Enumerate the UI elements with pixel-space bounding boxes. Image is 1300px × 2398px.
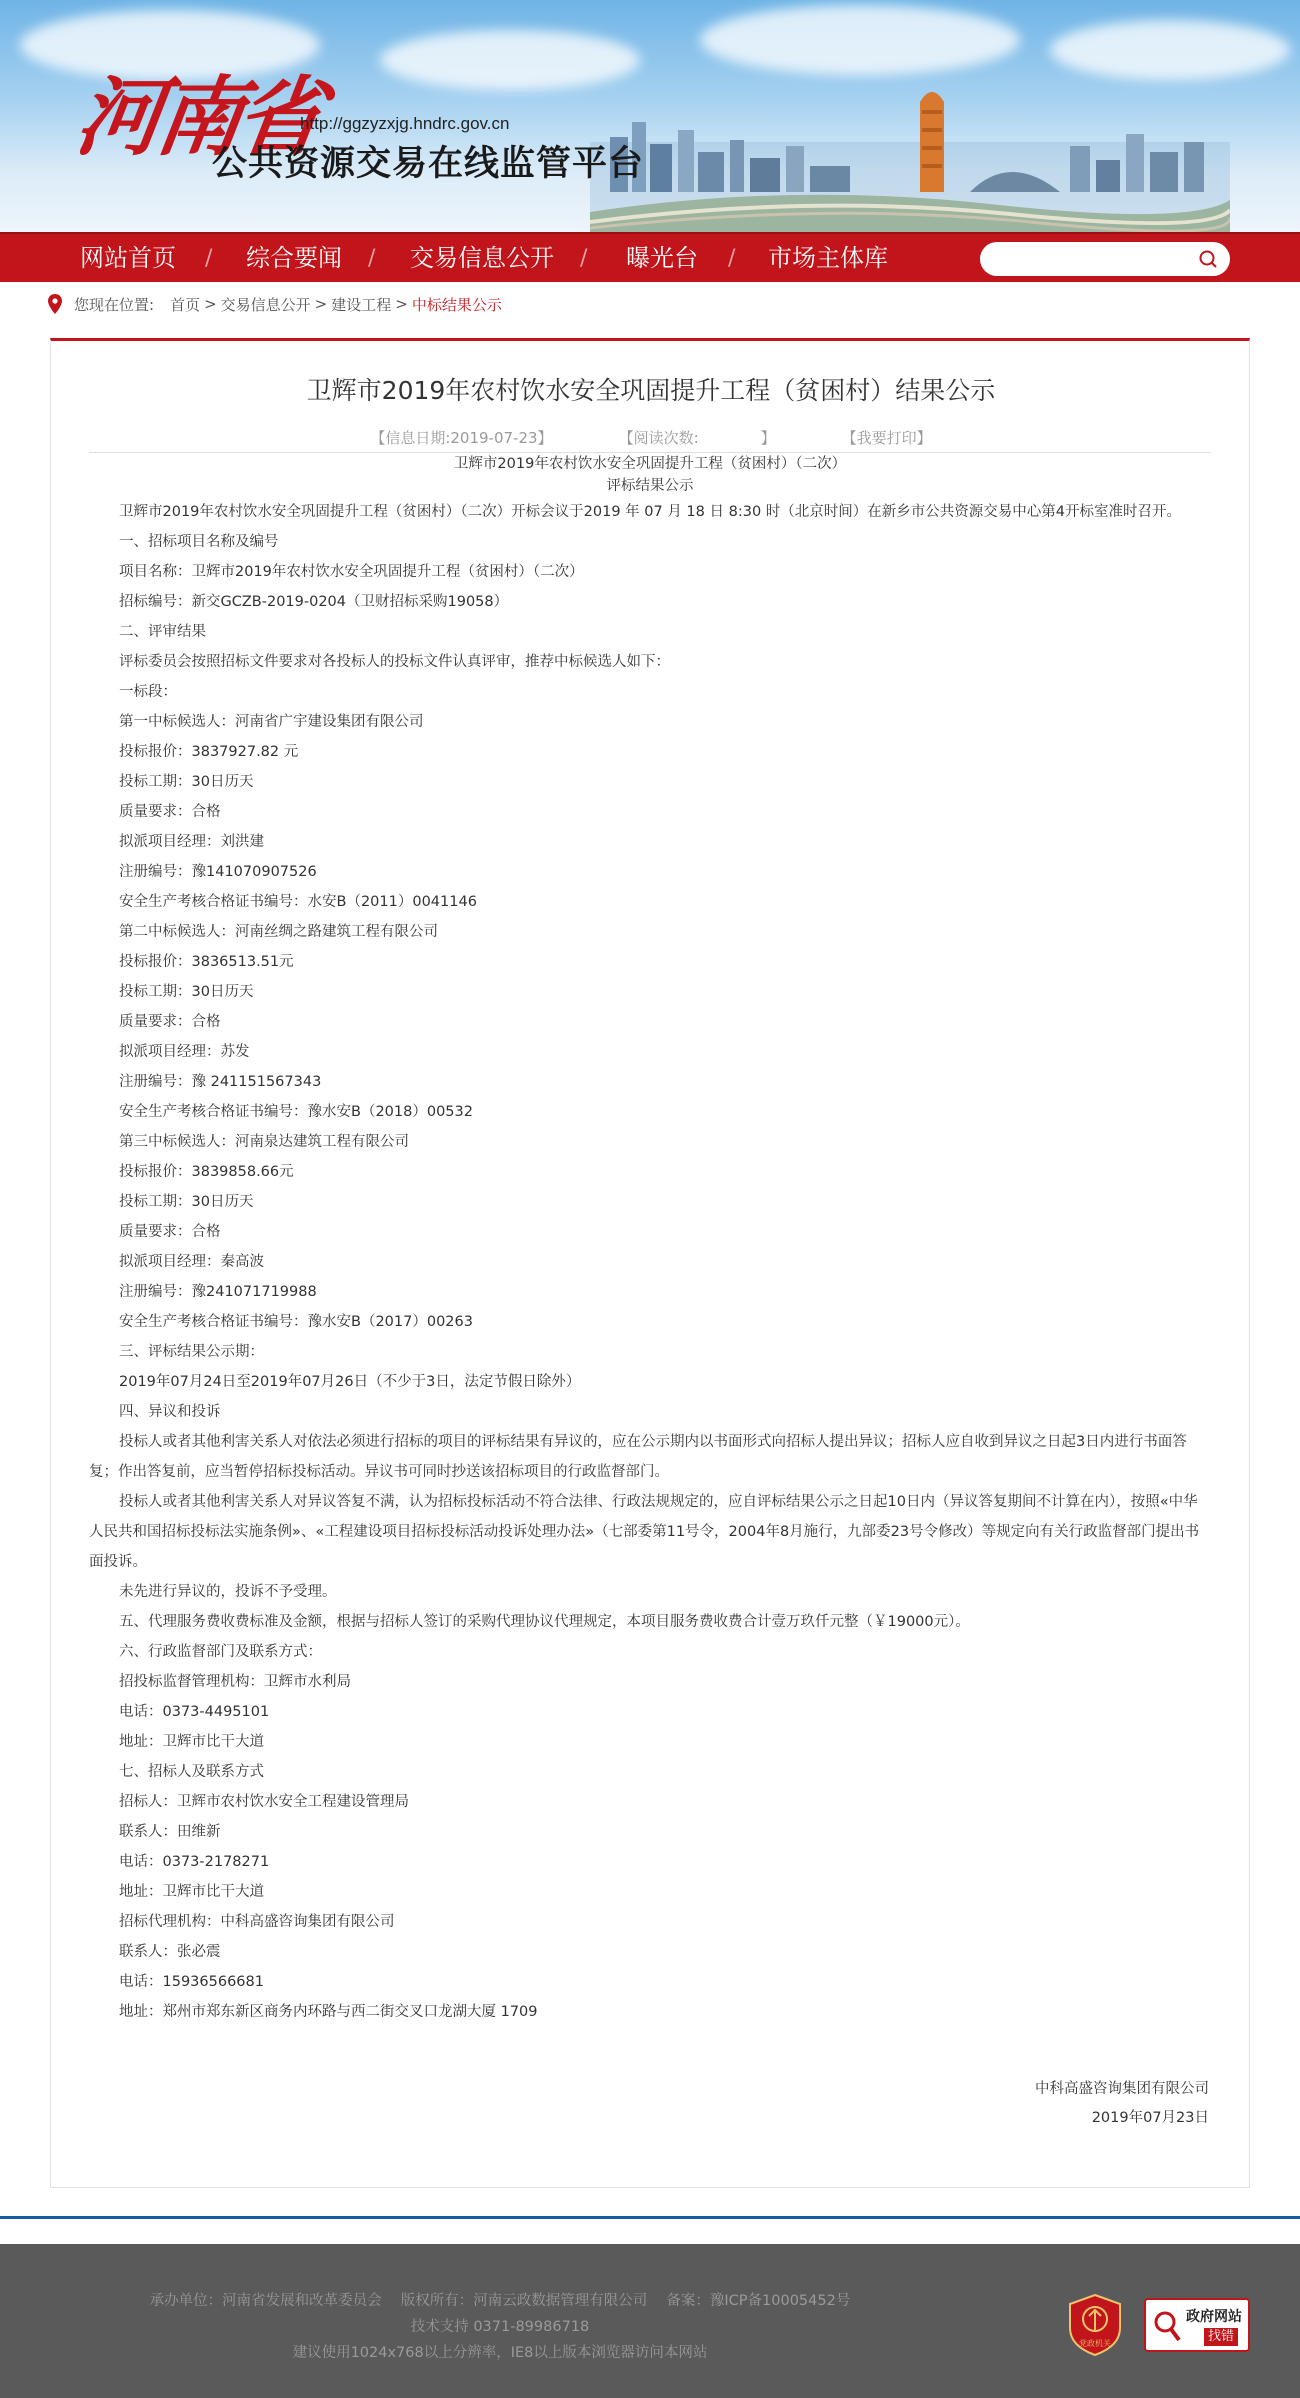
article-line: 电话：0373-4495101 — [119, 1704, 270, 1720]
article-line: 一标段： — [119, 684, 177, 700]
header-banner — [0, 0, 1300, 232]
article-line: 注册编号：豫241071719988 — [119, 1284, 317, 1300]
article-meta — [51, 427, 1251, 448]
nav-item-news[interactable]: 综合要闻 — [246, 244, 342, 272]
article-line: 评标委员会按照招标文件要求对各投标人的投标文件认真评审，推荐中标候选人如下： — [119, 654, 670, 670]
article-line: 安全生产考核合格证书编号：豫水安B（2017）00263 — [119, 1314, 473, 1330]
article-date: 【信息日期:2019-07-23】 — [370, 429, 553, 447]
party-badge-label: 党政机关 — [1079, 2339, 1111, 2348]
article-line: 联系人：张必震 — [119, 1944, 221, 1960]
article-line: 拟派项目经理：苏发 — [119, 1044, 250, 1060]
print-link[interactable]: 【我要打印】 — [841, 429, 932, 447]
article-line: 五、代理服务费收费标准及金额，根据与招标人签订的采购代理协议代理规定，本项目服务费收费合计壹万玖仟元整（￥19000元）。 — [119, 1614, 970, 1630]
nav-item-transaction-info[interactable]: 交易信息公开 — [410, 244, 554, 272]
article-line: 招投标监督管理机构：卫辉市水利局 — [119, 1674, 351, 1690]
article-line: 注册编号：豫 241151567343 — [119, 1074, 322, 1090]
party-government-badge-icon[interactable] — [1068, 2294, 1122, 2356]
views-close: 】 — [760, 429, 776, 447]
article-body — [89, 453, 1211, 2133]
main-nav — [0, 232, 1300, 282]
article-line: 投标报价：3839858.66元 — [119, 1164, 294, 1180]
search-icon[interactable] — [1198, 249, 1218, 269]
article-line: 六、行政监督部门及联系方式： — [119, 1644, 322, 1660]
nav-separator: / — [728, 246, 736, 271]
article-subtitle-2: 评标结果公示 — [606, 478, 694, 494]
breadcrumb-separator: > — [204, 295, 217, 313]
site-title: 公共资源交易在线监管平台 — [212, 144, 645, 184]
article-line: 拟派项目经理：秦高波 — [119, 1254, 264, 1270]
breadcrumb-construction[interactable]: 建设工程 — [331, 295, 392, 314]
article-line: 招标编号：新交GCZB-2019-0204（卫财招标采购19058） — [119, 594, 509, 610]
breadcrumb-separator: > — [314, 295, 328, 313]
nav-item-market-entities[interactable]: 市场主体库 — [768, 244, 888, 272]
nav-separator: / — [368, 246, 376, 271]
article-line: 地址：卫辉市比干大道 — [119, 1734, 264, 1750]
article-line: 质量要求：合格 — [119, 1014, 221, 1030]
article-line: 质量要求：合格 — [119, 804, 221, 820]
article-line: 质量要求：合格 — [119, 1224, 221, 1240]
article-line: 投标工期：30日历天 — [119, 1194, 254, 1210]
breadcrumb-transaction-info[interactable]: 交易信息公开 — [220, 295, 311, 314]
gov-badge-title: 政府网站 — [1186, 2309, 1242, 2325]
article-line: 地址：郑州市郑东新区商务内环路与西二街交叉口龙湖大厦 1709 — [119, 2004, 538, 2020]
nav-separator: / — [580, 246, 588, 271]
article-line: 一、招标项目名称及编号 — [119, 534, 279, 550]
article-views — [619, 427, 776, 448]
footer — [0, 2244, 1300, 2398]
article-line: 招标代理机构：中科高盛咨询集团有限公司 — [119, 1914, 395, 1930]
site-url: http://ggzyzxjg.hndrc.gov.cn — [300, 114, 510, 133]
gov-site-error-report-badge[interactable] — [1144, 2298, 1250, 2352]
article-line: 投标报价：3837927.82 元 — [119, 744, 299, 760]
article-line: 二、评审结果 — [119, 624, 206, 640]
search-box — [980, 242, 1230, 276]
footer-support: 技术支持 0371-89986718 — [410, 2319, 590, 2335]
magnifier-icon — [1152, 2308, 1182, 2344]
article-line: 项目名称：卫辉市2019年农村饮水安全巩固提升工程（贫困村）（二次） — [119, 564, 584, 580]
breadcrumb-home[interactable]: 首页 — [170, 295, 201, 314]
article-title: 卫辉市2019年农村饮水安全巩固提升工程（贫困村）结果公示 — [306, 376, 996, 405]
article-line: 安全生产考核合格证书编号：水安B（2011）0041146 — [119, 894, 477, 910]
breadcrumb-current[interactable]: 中标结果公示 — [411, 295, 502, 314]
article-line: 电话：15936566681 — [119, 1974, 264, 1990]
article-line: 联系人：田维新 — [119, 1824, 221, 1840]
breadcrumb-prefix: 您现在位置: — [74, 295, 155, 314]
article-line: 投标报价：3836513.51元 — [119, 954, 294, 970]
article-line: 第三中标候选人：河南泉达建筑工程有限公司 — [119, 1134, 409, 1150]
article-intro: 卫辉市2019年农村饮水安全巩固提升工程（贫困村）（二次）开标会议于2019 年 07 月 18 日 8:30 时（北京时间）在新乡市公共资源交易中心第4开标室准时召开。 — [119, 504, 1181, 520]
nav-item-exposure[interactable]: 曝光台 — [626, 244, 698, 272]
footer-divider — [0, 2216, 1300, 2219]
article-line: 拟派项目经理：刘洪建 — [119, 834, 264, 850]
logo-henan: 河南省 — [69, 67, 325, 168]
complaint-paragraph: 投标人或者其他利害关系人对异议答复不满，认为招标投标活动不符合法律、行政法规规定的，应自评标结果公示之日起10日内（异议答复期间不计算在内），按照«中华人民共和国招标投标法实施条例»、«工程建设项目招标投标活动投诉处理办法»（七部委第11号令，2004年8月施行，九部委23号令修改）等规定向有关行政监督部门提出书面投诉。 — [89, 1494, 1200, 1570]
article-line: 未先进行异议的，投诉不予受理。 — [119, 1584, 337, 1600]
article-line: 第一中标候选人：河南省广宇建设集团有限公司 — [119, 714, 424, 730]
article-line: 注册编号：豫141070907526 — [119, 864, 317, 880]
article-line: 投标工期：30日历天 — [119, 774, 254, 790]
article-line: 电话：0373-2178271 — [119, 1854, 270, 1870]
article-container — [50, 338, 1250, 2188]
article-line: 投标工期：30日历天 — [119, 984, 254, 1000]
breadcrumb-separator: > — [395, 295, 408, 313]
city-skyline-image — [590, 82, 1230, 232]
article-line: 三、评标结果公示期： — [119, 1344, 264, 1360]
article-line: 七、招标人及联系方式 — [119, 1764, 264, 1780]
gov-badge-subtitle: 找错 — [1204, 2328, 1238, 2346]
breadcrumb — [48, 293, 506, 315]
article-subtitle: 卫辉市2019年农村饮水安全巩固提升工程（贫困村）（二次） — [453, 456, 847, 472]
article-line: 地址：卫辉市比干大道 — [119, 1884, 264, 1900]
views-label: 【阅读次数: — [618, 429, 699, 447]
article-line: 四、异议和投诉 — [119, 1404, 221, 1420]
signature-org: 中科高盛咨询集团有限公司 — [1035, 2081, 1209, 2097]
nav-separator: / — [205, 246, 213, 271]
nav-item-home[interactable]: 网站首页 — [80, 244, 176, 272]
article-line: 第二中标候选人：河南丝绸之路建筑工程有限公司 — [119, 924, 438, 940]
signature-date: 2019年07月23日 — [1091, 2110, 1209, 2126]
search-input[interactable] — [996, 242, 1196, 276]
article-line: 安全生产考核合格证书编号：豫水安B（2018）00532 — [119, 1104, 473, 1120]
objection-paragraph: 投标人或者其他利害关系人对依法必须进行招标的项目的评标结果有异议的，应在公示期内以书面形式向招标人提出异议；招标人应自收到异议之日起3日内进行书面答复；作出答复前，应当暂停招标投标活动。异议书可同时抄送该招标项目的行政监督部门。 — [89, 1434, 1187, 1480]
footer-browser-note: 建议使用1024x768以上分辨率，IE8以上版本浏览器访问本网站 — [292, 2345, 708, 2361]
article-line: 招标人：卫辉市农村饮水安全工程建设管理局 — [119, 1794, 409, 1810]
footer-info: 承办单位：河南省发展和改革委员会 版权所有：河南云政数据管理有限公司 备案：豫ICP备10005452号 — [149, 2293, 851, 2309]
article-line: 2019年07月24日至2019年07月26日（不少于3日，法定节假日除外） — [119, 1374, 581, 1390]
location-pin-icon — [48, 294, 62, 314]
